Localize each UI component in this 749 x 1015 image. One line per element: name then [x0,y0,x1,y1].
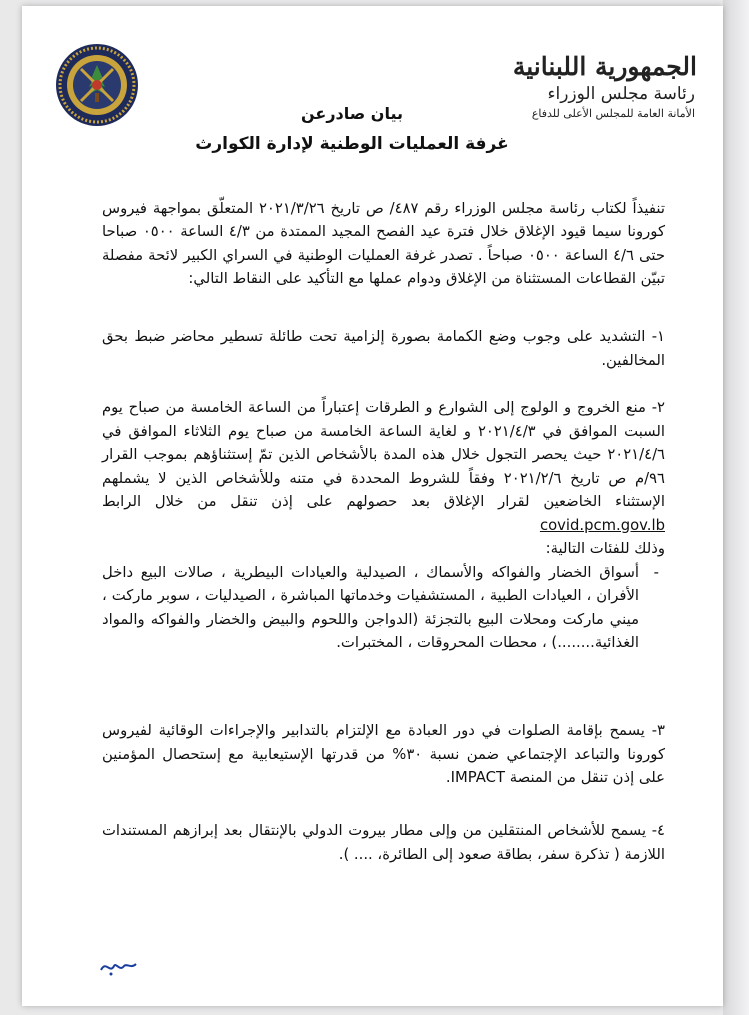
list-item-2-subhead: وذلك للفئات التالية: [545,540,665,557]
document-page [22,6,723,1006]
statement-title: بيان صادرعن [301,104,403,123]
permit-link[interactable]: covid.pcm.gov.lb [539,516,665,534]
letterhead-secretariat: الأمانة العامة للمجلس الأعلى للدفاع [531,107,695,120]
letterhead-presidency: رئاسة مجلس الوزراء [547,84,695,104]
list-item-4: ٤- يسمح للأشخاص المنتقلين من وإلى مطار بيروت الدولي بالإنتقال بعد إبرازهم المستندات اللازمة ( تذكرة سفر، بطاقة صعود إلى الطائرة، .... ). [102,822,665,863]
statement-subtitle: غرفة العمليات الوطنية لإدارة الكوارث [195,134,509,154]
sector-bullet [102,561,665,655]
intro-paragraph: تنفيذاً لكتاب رئاسة مجلس الوزراء رقم ٤٨٧/ ص تاريخ ٢٠٢١/٣/٢٦ المتعلّق بمواجهة فيروس كورونا سيما قيود الإغلاق خلال فترة عيد الفصح المجيد الممتدة من ٤/٣ الساعة ٠٥٠٠ صباحا حتى ٤/٦ الساعة ٠٥٠٠ صباحاً . تصدر غرفة العمليات الوطنية في السراي الكبير لائحة مفصلة تبيّن القطاعات المستثناة من الإغلاق ودوام عملها مع التأكيد على النقاط التالي: [102,199,666,288]
list-item-1: ١- التشديد على وجوب وضع الكمامة بصورة إلزامية تحت طائلة تسطير محاضر ضبط بحق المخالفين. [102,328,665,369]
list-item-3: ٣- يسمح بإقامة الصلوات في دور العبادة مع الإلتزام بالتدابير والإجراءات الوقائية لفيروس كورونا والتباعد الإجتماعي ضمن نسبة ٣٠% من قدرتها الإستيعابية مع إستحصال المؤمنين على إذن تنقل من المنصة IMPACT. [102,722,665,786]
signature-icon [98,954,138,978]
letterhead-country: الجمهورية اللبنانية [512,52,697,81]
bullet-dash: - [653,563,659,581]
sector-list: أسواق الخضار والفواكه والأسماك ، الصيدلية والعيادات البيطرية ، صالات البيع داخل الأفران ، العيادات الطبية ، المستشفيات وخدماتها المباشرة ، الصيدليات ، سوبر ماركت ، ميني ماركت ومحلات البيع بالتجزئة (الدواجن واللحوم والبيض والخضار والفواكه والمواد الغذائية........) ، محطات المحروقات ، المختبرات. [102,563,639,651]
list-item-2 [102,396,665,655]
page-edge-shadow [723,0,749,1015]
list-item-2-text: ٢- منع الخروج و الولوج إلى الشوارع و الطرقات إعتباراً من الساعة الخامسة من صباح يوم السبت الموافق في ٢٠٢١/٤/٣ و لغاية الساعة الخامسة من صباح يوم الثلاثاء الموافق في ٢٠٢١/٤/٦ حيث يحصر التجول خلال هذه المدة بالأشخاص الذين تمّ إستثناؤهم بموجب القرار ٩٦/م ص تاريخ ٢٠٢١/٢/٦ وفقاً للشروط المحددة في متنه وللأشخاص الذين لا يشملهم الإستثناء الخاضعين لقرار الإغلاق بعد حصولهم على إذن تنقل من خلال الرابط [102,399,665,510]
